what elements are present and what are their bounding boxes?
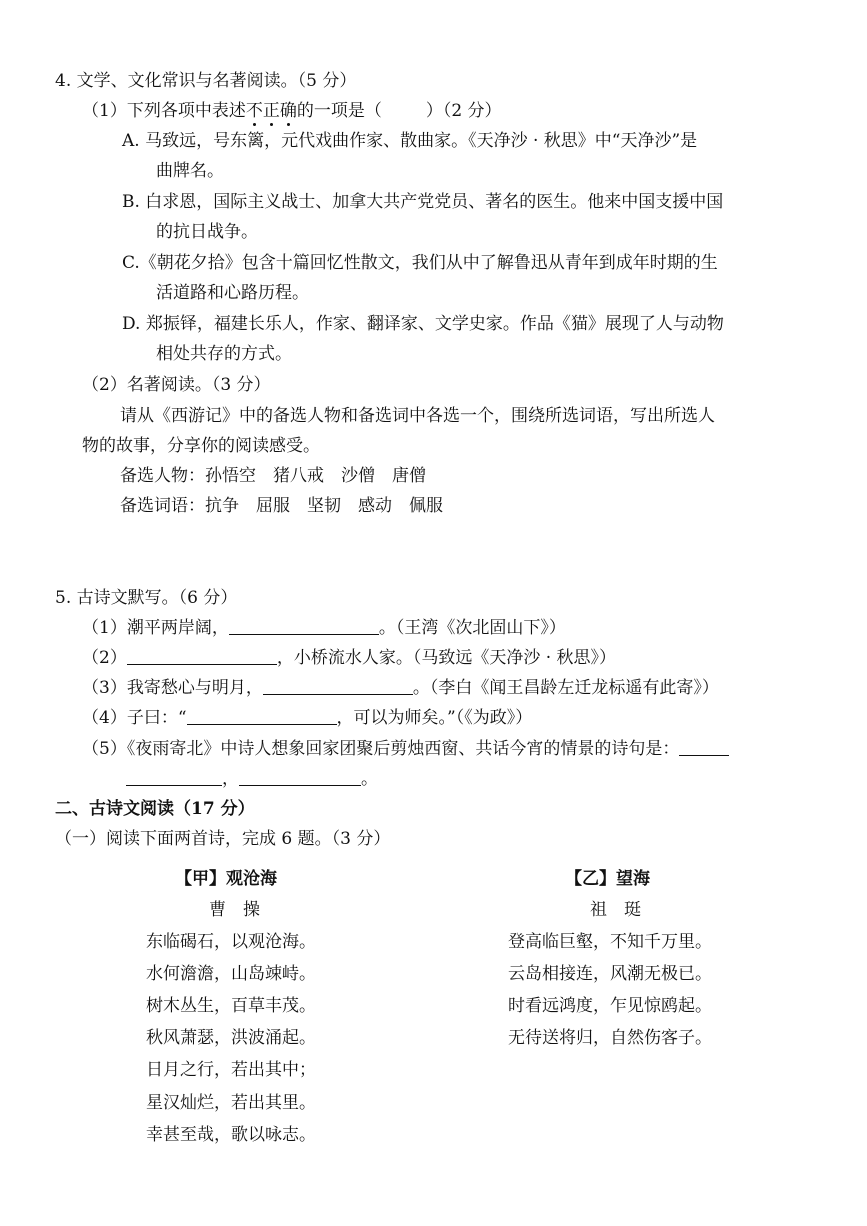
q4-sub2-title: （2）名著阅读。（3 分） bbox=[82, 375, 271, 395]
poem-a-line: 星汉灿烂，若出其里。 bbox=[146, 1093, 316, 1113]
candidate-characters: 备选人物：孙悟空 猪八戒 沙僧 唐僧 bbox=[120, 466, 426, 486]
poem-b-title: 【乙】望海 bbox=[565, 869, 650, 889]
poem-a-line: 秋风萧瑟，洪波涌起。 bbox=[146, 1028, 316, 1048]
q4-sub1 bbox=[82, 100, 502, 122]
q4-sub1-post2: ）（2 分） bbox=[425, 101, 502, 121]
q5-line5-mid: ， bbox=[222, 769, 239, 789]
answer-blank[interactable] bbox=[229, 618, 379, 635]
answer-blank[interactable] bbox=[187, 708, 337, 725]
q5-line3-post: 。（李白《闻王昌龄左迁龙标遥有此寄》） bbox=[412, 678, 719, 698]
q5-line4-post: ，可以为师矣。”（《为政》） bbox=[336, 708, 533, 728]
q5-line5-pre: （5）《夜雨寄北》中诗人想象回家团聚后剪烛西窗、共话今宵的情景的诗句是： bbox=[82, 739, 680, 759]
option-a-line1: A. 马致远，号东篱，元代戏曲作家、散曲家。《天净沙 · 秋思》中“天净沙”是 bbox=[122, 131, 698, 151]
answer-blank[interactable] bbox=[126, 769, 222, 786]
poem-a-line: 水何澹澹，山岛竦峙。 bbox=[146, 964, 316, 984]
q5-line1-pre: （1）潮平两岸阔， bbox=[82, 618, 229, 638]
option-d-line2: 相处共存的方式。 bbox=[156, 344, 292, 364]
q5-line1 bbox=[82, 617, 566, 639]
poem-b-line: 时看远鸿度，乍见惊鸥起。 bbox=[508, 996, 712, 1016]
q5-line4-pre: （4）子曰：“ bbox=[82, 708, 187, 728]
poem-b-line: 登高临巨壑，不知千万里。 bbox=[508, 932, 712, 952]
emphasis-char: 不 bbox=[245, 101, 263, 121]
q4-title: 4. 文学、文化常识与名著阅读。（5 分） bbox=[55, 71, 357, 91]
section2-part1: （一）阅读下面两首诗，完成 6 题。（3 分） bbox=[55, 829, 391, 849]
poem-a-line: 树木丛生，百草丰茂。 bbox=[146, 996, 316, 1016]
q5-line4 bbox=[82, 707, 532, 729]
poem-a-line: 日月之行，若出其中； bbox=[146, 1060, 316, 1080]
q5-line3 bbox=[82, 677, 719, 699]
answer-blank[interactable] bbox=[263, 678, 413, 695]
q5-line3-pre: （3）我寄愁心与明月， bbox=[82, 678, 263, 698]
option-c-line2: 活道路和心路历程。 bbox=[156, 283, 309, 303]
q5-line5-cont bbox=[126, 768, 378, 790]
emphasis-char: 正 bbox=[262, 101, 280, 121]
option-d-line1: D. 郑振铎，福建长乐人，作家、翻译家、文学史家。作品《猫》展现了人与动物 bbox=[122, 314, 724, 334]
poem-a-title: 【甲】观沧海 bbox=[175, 869, 277, 889]
poem-b-author: 祖 珽 bbox=[590, 900, 641, 920]
option-c-line1: C.《朝花夕拾》包含十篇回忆性散文，我们从中了解鲁迅从青年到成年时期的生 bbox=[122, 253, 718, 273]
q5-line2-pre: （2） bbox=[82, 648, 127, 668]
q4-sub2-prompt-line2: 物的故事，分享你的阅读感受。 bbox=[82, 436, 320, 456]
poem-a-line: 幸甚至哉，歌以咏志。 bbox=[146, 1125, 316, 1145]
answer-blank[interactable] bbox=[679, 739, 729, 756]
q5-line2 bbox=[82, 647, 616, 669]
candidate-words: 备选词语：抗争 屈服 坚韧 感动 佩服 bbox=[120, 496, 443, 516]
q4-sub2-prompt-line1: 请从《西游记》中的备选人物和备选词中各选一个，围绕所选词语，写出所选人 bbox=[120, 406, 715, 426]
option-a-line2: 曲牌名。 bbox=[156, 161, 224, 181]
q4-sub1-post: 的一项是（ bbox=[296, 101, 382, 121]
option-b-line1: B. 白求恩，国际主义战士、加拿大共产党党员、著名的医生。他来中国支援中国 bbox=[122, 192, 724, 212]
answer-blank[interactable] bbox=[239, 769, 361, 786]
emphasis-char: 确 bbox=[279, 101, 297, 121]
answer-blank[interactable] bbox=[127, 648, 277, 665]
poem-b-line: 云岛相接连，风潮无极已。 bbox=[508, 964, 712, 984]
q4-sub1-pre: （1）下列各项中表述 bbox=[82, 101, 246, 121]
q5-line5-end: 。 bbox=[361, 769, 378, 789]
poem-a-line: 东临碣石，以观沧海。 bbox=[146, 932, 316, 952]
option-b-line2: 的抗日战争。 bbox=[156, 222, 258, 242]
q5-line1-post: 。（王湾《次北固山下》） bbox=[378, 618, 566, 638]
section2-title: 二、古诗文阅读（17 分） bbox=[55, 799, 255, 819]
poem-a-author: 曹 操 bbox=[209, 900, 260, 920]
q5-line5 bbox=[82, 738, 729, 760]
poem-b-line: 无待送将归，自然伤客子。 bbox=[508, 1028, 712, 1048]
q5-title: 5. 古诗文默写。（6 分） bbox=[55, 588, 238, 608]
q5-line2-post: ，小桥流水人家。（马致远《天净沙 · 秋思》） bbox=[276, 648, 617, 668]
